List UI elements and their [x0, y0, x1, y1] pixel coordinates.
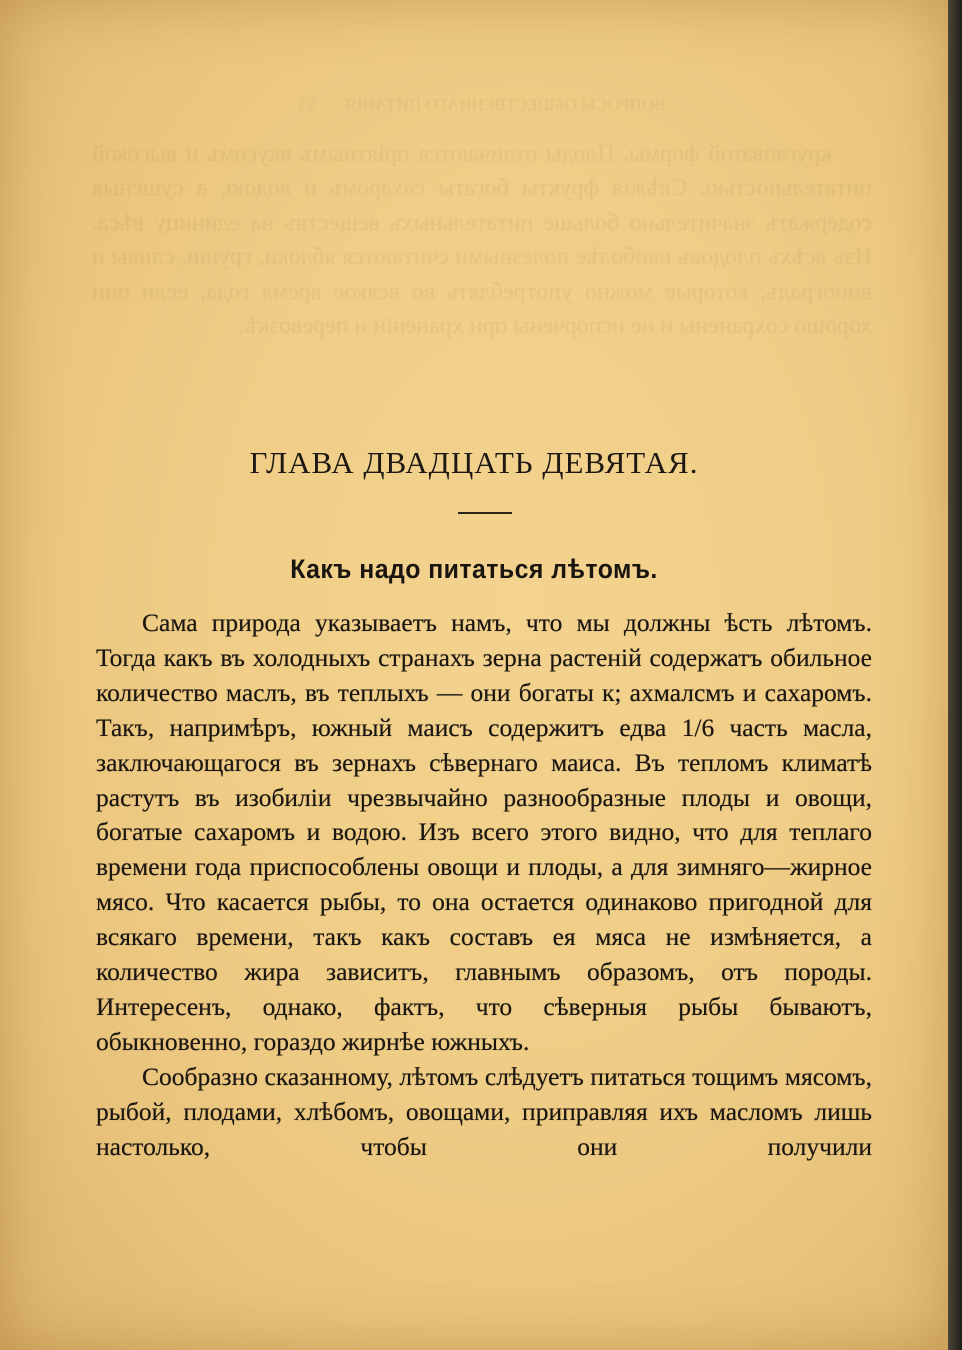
section-title: Какъ надо питаться лѣтомъ.	[290, 554, 658, 584]
heading-divider	[458, 512, 512, 514]
paragraph-2: Сообразно сказанному, лѣтомъ слѣдуетъ питаться тощимъ мясомъ, рыбой, плодами, хлѣбомъ, овощами, приправляя ихъ масломъ лишь настолько, чтобы они получили	[96, 1061, 872, 1161]
bleed-page-number: 93	[298, 95, 316, 114]
body-text	[96, 606, 872, 1165]
bleed-through-header	[92, 88, 872, 123]
scan-edge	[948, 0, 962, 1350]
bleed-paragraph: кругловатой формы. Плоды отличаются пріятнымъ вкусомъ и высокой питательностью. Свѣжія фрукты богаты сахаромъ и водою, а сушеныя содержатъ значительно больше питательныхъ веществъ на единицу вѣса. Изъ всѣхъ плодовъ наиболѣе полезными считаются яблоки, груши, сливы и виноградъ, которые можно употреблять во всякое время года, если они хорошо сохранены и не испорчены при храненіи и перевозкѣ.	[92, 140, 872, 339]
bleed-header-text: ВОПРОСЫ ОБЩЕСТВЕННАГО ПИТАНІЯ.	[341, 95, 666, 114]
chapter-heading: ГЛАВА ДВАДЦАТЬ ДЕВЯТАЯ.	[249, 445, 699, 480]
paragraph-1: Сама природа указываетъ намъ, что мы должны ѣсть лѣтомъ. Тогда какъ въ холодныхъ странахъ зерна растеній содержатъ обильное количество маслъ, въ теплыхъ — они богаты к; ахмалсмъ и сахаромъ. Такъ, напримѣръ, южный маисъ содержитъ едва 1/6 часть масла, заключающагося въ зернахъ сѣвернаго маиса. Въ тепломъ климатѣ растутъ въ изобиліи чрезвычайно разнообразные плоды и овощи, богатые сахаромъ и водою. Изъ всего этого видно, что для теплаго времени года приспособлены овощи и плоды, а для зимняго—жирное мясо. Что касается рыбы, то она остается одинаково пригодной для всякаго времени, такъ какъ составъ ея мяса не измѣняется, а количество жира зависитъ, главнымъ образомъ, отъ породы. Интересенъ, однако, фактъ, что сѣверныя рыбы бываютъ, обыкновенно, гораздо жирнѣе южныхъ.	[96, 608, 872, 1056]
bleed-through-text	[92, 88, 872, 344]
